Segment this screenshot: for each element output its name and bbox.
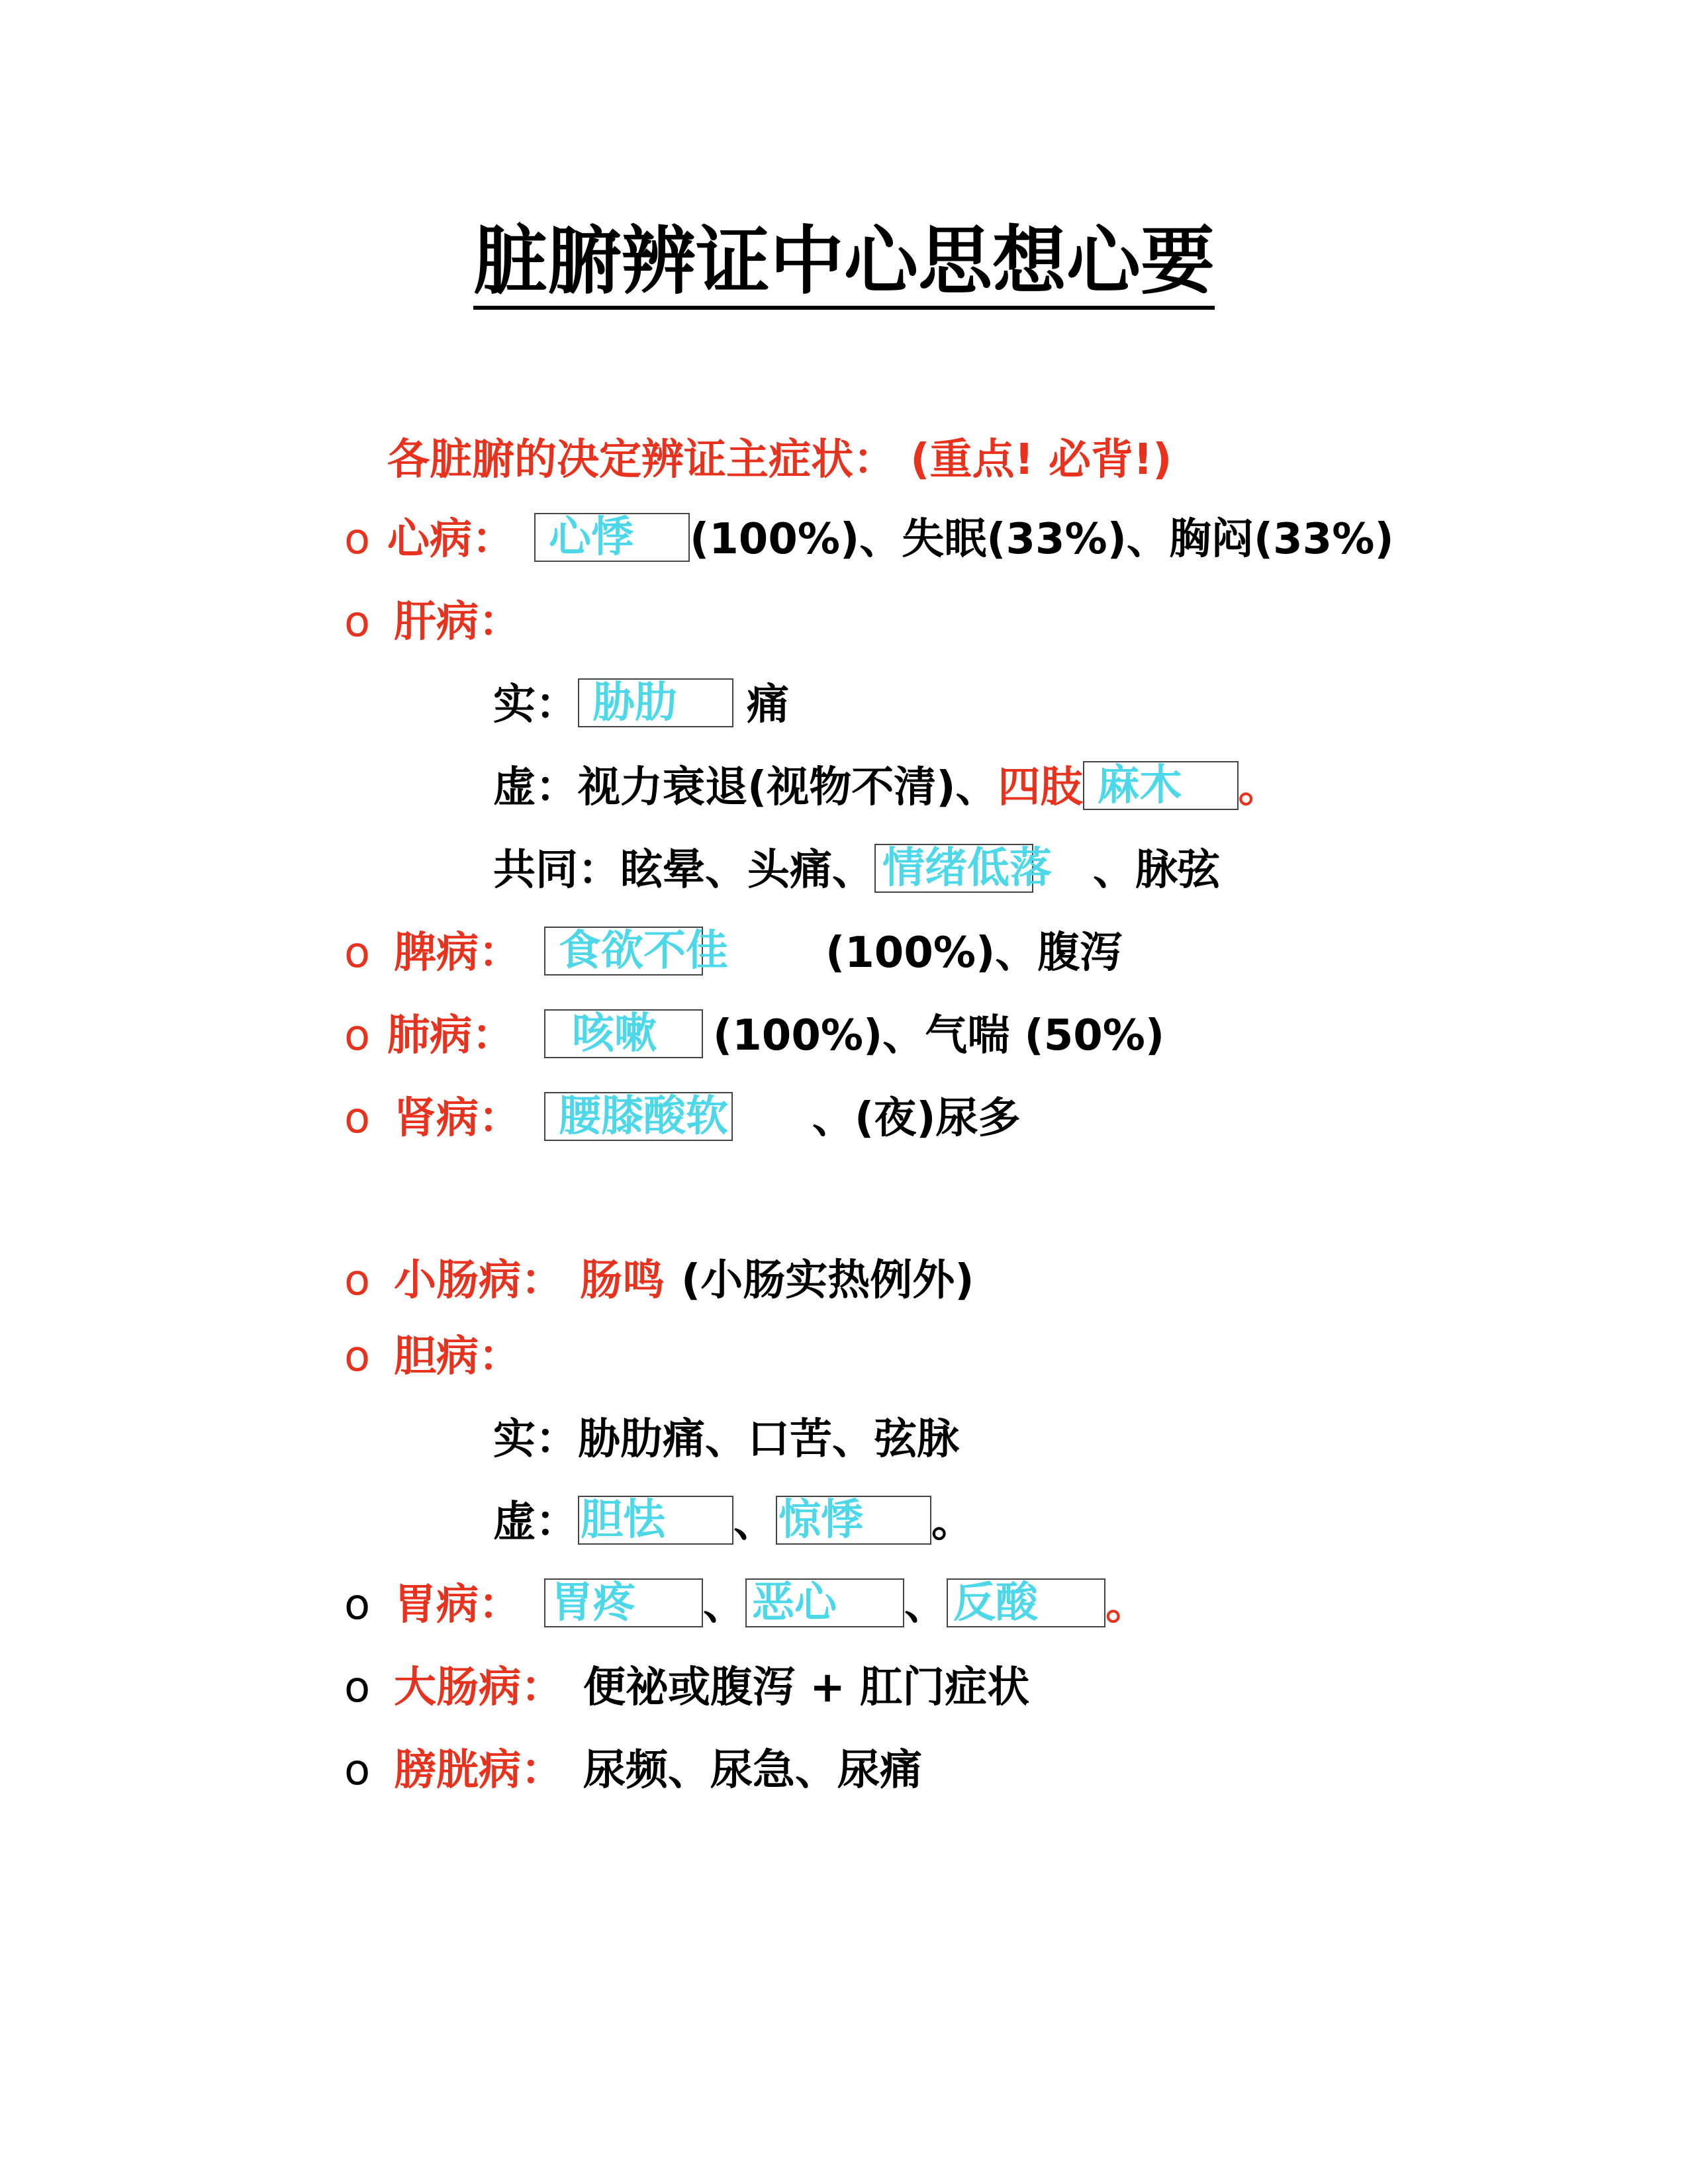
lung-row	[0, 1009, 1688, 1062]
small-intestine-label: 小肠病：	[394, 1256, 563, 1305]
gallbladder-xu-sep: 、	[733, 1498, 776, 1547]
stomach-box-2[interactable]: 恶心	[745, 1578, 904, 1627]
gallbladder-shi-text: 胁肋痛、口苦、弦脉	[578, 1415, 959, 1464]
liver-shi-rest: 痛	[747, 680, 789, 729]
gallbladder-shi-label: 实：	[493, 1415, 578, 1464]
liver-xu-text: 视力衰退(视物不清)、	[578, 763, 998, 812]
gallbladder-xu-box-2[interactable]: 惊悸	[776, 1496, 931, 1545]
stomach-row	[0, 1578, 1688, 1631]
gallbladder-xu-label: 虚：	[493, 1498, 578, 1547]
liver-label: 肝病：	[394, 598, 521, 647]
bullet-icon: o	[344, 1256, 371, 1305]
stomach-sep-2: 、	[904, 1580, 947, 1629]
liver-shi-row	[493, 678, 789, 731]
spleen-rest: (100%)、腹泻	[825, 929, 1123, 978]
page-title: 脏腑辨证中心思想心要	[0, 218, 1688, 304]
large-intestine-row	[0, 1661, 1688, 1714]
heart-answer-box[interactable]: 心悸	[534, 513, 690, 562]
liver-common-text: 眩晕、头痛、	[620, 846, 874, 895]
bullet-icon: o	[344, 929, 371, 978]
liver-shi-label: 实：	[493, 680, 578, 729]
liver-common-label: 共同：	[493, 846, 620, 895]
liver-row	[0, 596, 1688, 649]
gallbladder-row	[0, 1330, 1688, 1383]
stomach-sep-1: 、	[703, 1580, 745, 1629]
heart-label: 心病：	[387, 515, 514, 564]
heart-rest: (100%)、失眠(33%)、胸闷(33%)	[690, 515, 1394, 564]
bullet-icon: o	[344, 515, 371, 564]
bladder-text: 尿频、尿急、尿痛	[583, 1746, 922, 1795]
bullet-icon: o	[344, 1580, 371, 1629]
lung-answer-box[interactable]: 咳嗽	[544, 1009, 703, 1058]
bladder-label: 膀胱病：	[394, 1746, 563, 1795]
liver-xu-end: 。	[1238, 763, 1281, 812]
gallbladder-xu-end: 。	[931, 1498, 974, 1547]
bullet-icon: o	[344, 1663, 371, 1712]
liver-xu-red: 四肢	[998, 763, 1083, 812]
bullet-icon: o	[344, 1746, 371, 1795]
liver-common-rest: 、脉弦	[1093, 846, 1220, 895]
liver-common-box[interactable]: 情绪低落	[874, 844, 1033, 893]
gallbladder-shi-row	[493, 1413, 959, 1466]
small-intestine-red: 肠鸣	[580, 1256, 665, 1305]
bullet-icon: o	[344, 1094, 371, 1143]
kidney-rest: 、(夜)尿多	[812, 1094, 1021, 1143]
spleen-label: 脾病：	[394, 929, 521, 978]
intro-heading: 各脏腑的决定辨证主症状： (重点! 必背!)	[387, 435, 1172, 484]
lung-label: 肺病：	[387, 1011, 514, 1060]
stomach-label: 胃病：	[394, 1580, 521, 1629]
spleen-answer-box[interactable]: 食欲不佳	[544, 927, 703, 976]
liver-shi-box[interactable]: 胁肋	[578, 678, 733, 727]
bullet-icon: o	[344, 598, 371, 647]
liver-xu-label: 虚：	[493, 763, 578, 812]
stomach-box-1[interactable]: 胃疼	[544, 1578, 703, 1627]
liver-xu-box[interactable]: 麻木	[1083, 761, 1239, 810]
large-intestine-text: 便祕或腹泻 + 肛门症状	[583, 1663, 1030, 1712]
lung-rest: (100%)、气喘 (50%)	[713, 1011, 1165, 1060]
kidney-row	[0, 1092, 1688, 1145]
bullet-icon: o	[344, 1011, 371, 1060]
kidney-answer-box[interactable]: 腰膝酸软	[544, 1092, 733, 1141]
spleen-row	[0, 927, 1688, 979]
heart-row	[0, 513, 1688, 566]
bladder-row	[0, 1744, 1688, 1797]
stomach-end: 。	[1105, 1580, 1148, 1629]
liver-common-row	[493, 844, 1220, 897]
small-intestine-rest: (小肠实热例外)	[681, 1256, 974, 1305]
small-intestine-row	[0, 1254, 1688, 1307]
kidney-label: 肾病：	[394, 1094, 521, 1143]
gallbladder-xu-box-1[interactable]: 胆怯	[578, 1496, 733, 1545]
bullet-icon: o	[344, 1332, 371, 1381]
gallbladder-label: 胆病：	[394, 1332, 521, 1381]
large-intestine-label: 大肠病：	[394, 1663, 563, 1712]
stomach-box-3[interactable]: 反酸	[947, 1578, 1105, 1627]
gallbladder-xu-row	[493, 1496, 974, 1549]
liver-xu-row	[493, 761, 1281, 814]
